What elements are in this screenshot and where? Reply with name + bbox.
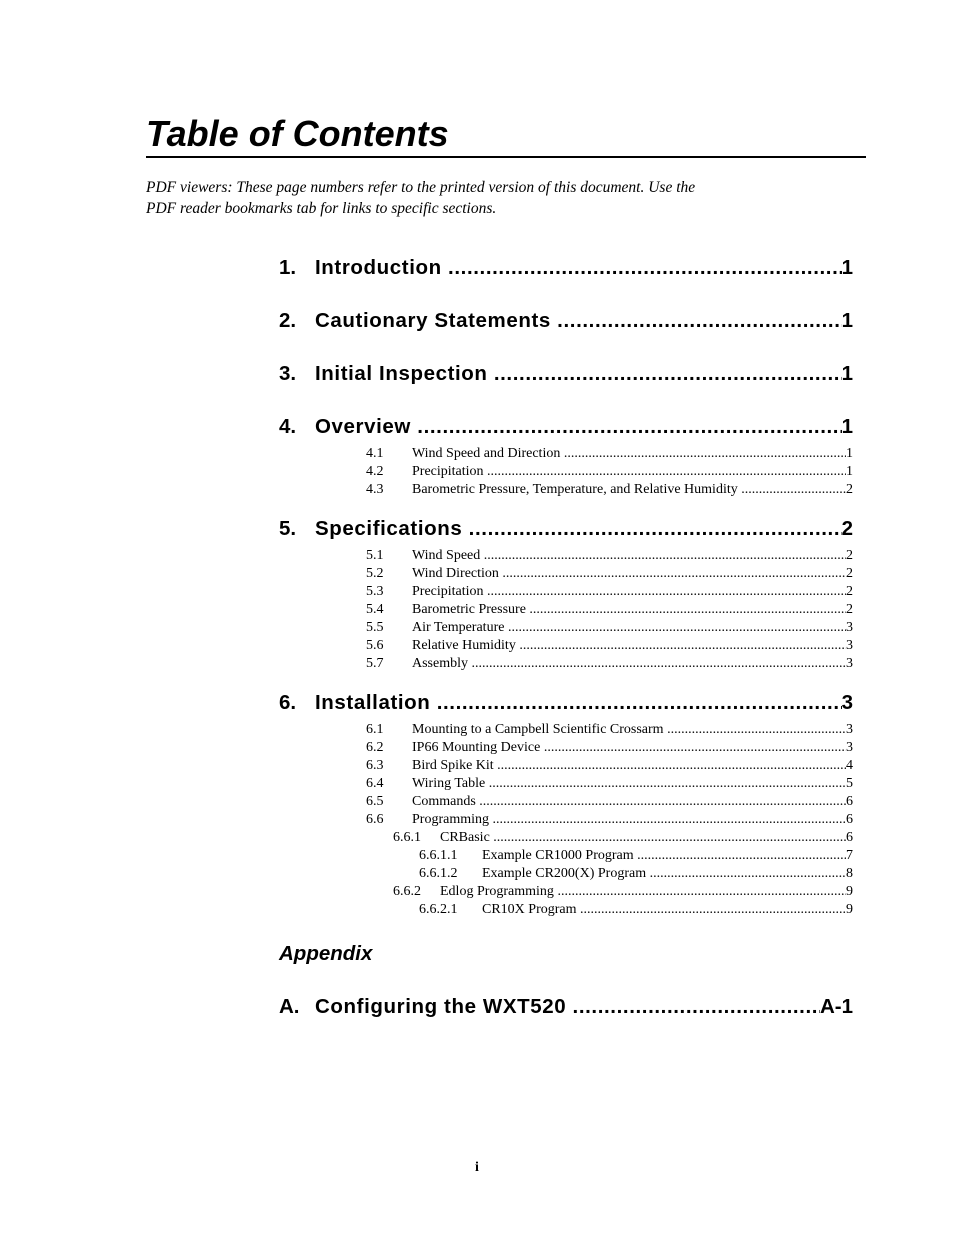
- page-number: 9: [846, 902, 853, 917]
- subsection-number: 5.5: [366, 620, 384, 635]
- section-title: Configuring the WXT520 .....: [315, 992, 820, 1022]
- subsection-number: 6.6.1.2: [419, 866, 458, 881]
- section-number: 2.: [279, 309, 297, 332]
- subsection-number: 4.2: [366, 464, 384, 479]
- toc-subentry-6-6-1-2[interactable]: [279, 865, 853, 883]
- subsection-number: 6.5: [366, 794, 384, 809]
- subsection-number: 5.4: [366, 602, 384, 617]
- subsection-title: Mounting to a Campbell Scientific Crossarm .....: [412, 721, 846, 739]
- toc-subentry-6-6-1-1[interactable]: [279, 847, 853, 865]
- toc-subentry-6-6-1[interactable]: [279, 829, 853, 847]
- page-number: 6: [846, 812, 853, 827]
- page-number: 3: [841, 691, 853, 714]
- page-number: 3: [846, 740, 853, 755]
- section-number: A.: [279, 995, 300, 1018]
- page-number: 3: [846, 638, 853, 653]
- page-number: 4: [846, 758, 853, 773]
- page-number: 7: [846, 848, 853, 863]
- toc-subentry-5-2[interactable]: [279, 565, 853, 583]
- page-number: 6: [846, 794, 853, 809]
- subsection-title: CRBasic .....: [440, 829, 846, 847]
- page-number: 2: [846, 548, 853, 563]
- subsection-number: 6.2: [366, 740, 384, 755]
- subsection-number: 6.6: [366, 812, 384, 827]
- page-number: 6: [846, 830, 853, 845]
- page-footer-number: i: [475, 1160, 479, 1175]
- section-number: 3.: [279, 362, 297, 385]
- page-number: 5: [846, 776, 853, 791]
- subsection-number: 5.6: [366, 638, 384, 653]
- toc-subentry-4-2[interactable]: [279, 463, 853, 481]
- toc-entry-initial-inspection[interactable]: [279, 359, 853, 389]
- toc-subentry-6-6-2[interactable]: [279, 883, 853, 901]
- subsection-title: Barometric Pressure .....: [412, 601, 846, 619]
- toc-subentry-5-6[interactable]: [279, 637, 853, 655]
- section-title: Installation .....: [315, 688, 842, 718]
- page-title: Table of Contents: [146, 113, 449, 154]
- toc-entry-appendix-a[interactable]: [279, 992, 853, 1022]
- section-number: 1.: [279, 256, 297, 279]
- page-number: 3: [846, 620, 853, 635]
- section-title: Introduction .....: [315, 253, 842, 283]
- pdf-viewer-note: [146, 177, 786, 219]
- section-title: Overview .....: [315, 412, 842, 442]
- toc-entry-specifications[interactable]: [279, 514, 853, 544]
- subsection-title: IP66 Mounting Device .....: [412, 739, 846, 757]
- subsection-title: Example CR1000 Program .....: [482, 847, 846, 865]
- subsection-title: Assembly .....: [412, 655, 846, 673]
- subsection-number: 5.3: [366, 584, 384, 599]
- page-number: 1: [841, 362, 853, 385]
- subsection-number: 6.1: [366, 722, 384, 737]
- subsection-title: Programming .....: [412, 811, 846, 829]
- subsection-number: 5.2: [366, 566, 384, 581]
- subsection-number: 6.6.2: [393, 884, 421, 899]
- page-number: 9: [846, 884, 853, 899]
- toc-subentry-5-4[interactable]: [279, 601, 853, 619]
- toc-subentry-5-3[interactable]: [279, 583, 853, 601]
- subsection-number: 6.6.2.1: [419, 902, 458, 917]
- page-number: 1: [841, 256, 853, 279]
- page-number: 2: [841, 517, 853, 540]
- section-title: Specifications .....: [315, 514, 842, 544]
- toc-subentry-4-1[interactable]: [279, 445, 853, 463]
- toc-subentry-6-3[interactable]: [279, 757, 853, 775]
- subsection-title: Wiring Table .....: [412, 775, 846, 793]
- page-number: 3: [846, 722, 853, 737]
- toc-entry-installation[interactable]: [279, 688, 853, 718]
- subsection-title: Air Temperature .....: [412, 619, 846, 637]
- subsection-title: Wind Speed .....: [412, 547, 846, 565]
- section-title: Initial Inspection .....: [315, 359, 842, 389]
- toc-subentry-5-1[interactable]: [279, 547, 853, 565]
- toc-subentry-6-4[interactable]: [279, 775, 853, 793]
- page-number: 1: [841, 415, 853, 438]
- page-number: A-1: [819, 995, 853, 1018]
- subsection-number: 6.6.1: [393, 830, 421, 845]
- subsection-title: Precipitation .....: [412, 583, 846, 601]
- page-number: 2: [846, 566, 853, 581]
- section-number: 4.: [279, 415, 297, 438]
- appendix-heading: Appendix: [279, 942, 373, 965]
- section-title: Cautionary Statements .....: [315, 306, 842, 336]
- page-number: 1: [846, 446, 853, 461]
- subsection-title: CR10X Program .....: [482, 901, 846, 919]
- title-rule: [146, 156, 866, 158]
- toc-subentry-6-5[interactable]: [279, 793, 853, 811]
- page-number: 2: [846, 602, 853, 617]
- toc-entry-cautionary-statements[interactable]: [279, 306, 853, 336]
- subsection-title: Bird Spike Kit .....: [412, 757, 846, 775]
- toc-entry-overview[interactable]: [279, 412, 853, 442]
- subsection-title: Barometric Pressure, Temperature, and Relative Humidity .....: [412, 481, 846, 499]
- subsection-title: Wind Direction .....: [412, 565, 846, 583]
- toc-entry-introduction[interactable]: [279, 253, 853, 283]
- table-of-contents: [279, 253, 853, 1022]
- section-number: 6.: [279, 691, 297, 714]
- subsection-number: 5.1: [366, 548, 384, 563]
- subsection-number: 6.4: [366, 776, 384, 791]
- subsection-title: Precipitation .....: [412, 463, 846, 481]
- toc-subentry-6-6-2-1[interactable]: [279, 901, 853, 919]
- toc-subentry-4-3[interactable]: [279, 481, 853, 499]
- section-number: 5.: [279, 517, 297, 540]
- subsection-title: Commands .....: [412, 793, 846, 811]
- note-line-1: PDF viewers: These page numbers refer to the printed version of this document. Use the: [146, 179, 696, 196]
- subsection-number: 4.1: [366, 446, 384, 461]
- subsection-number: 5.7: [366, 656, 384, 671]
- toc-subentry-5-7[interactable]: [279, 655, 853, 673]
- subsection-number: 4.3: [366, 482, 384, 497]
- page-number: 2: [846, 584, 853, 599]
- subsection-title: Example CR200(X) Program .....: [482, 865, 846, 883]
- toc-subentry-5-5[interactable]: [279, 619, 853, 637]
- subsection-title: Relative Humidity .....: [412, 637, 846, 655]
- page-number: 1: [841, 309, 853, 332]
- toc-subentry-6-1[interactable]: [279, 721, 853, 739]
- page-number: 1: [846, 464, 853, 479]
- subsection-title: Wind Speed and Direction .....: [412, 445, 846, 463]
- subsection-title: Edlog Programming .....: [440, 883, 846, 901]
- toc-subentry-6-6[interactable]: [279, 811, 853, 829]
- toc-subentry-6-2[interactable]: [279, 739, 853, 757]
- page-number: 8: [846, 866, 853, 881]
- subsection-number: 6.3: [366, 758, 384, 773]
- subsection-number: 6.6.1.1: [419, 848, 458, 863]
- page-number: 3: [846, 656, 853, 671]
- page-number: 2: [846, 482, 853, 497]
- note-line-2: PDF reader bookmarks tab for links to specific sections.: [146, 200, 497, 217]
